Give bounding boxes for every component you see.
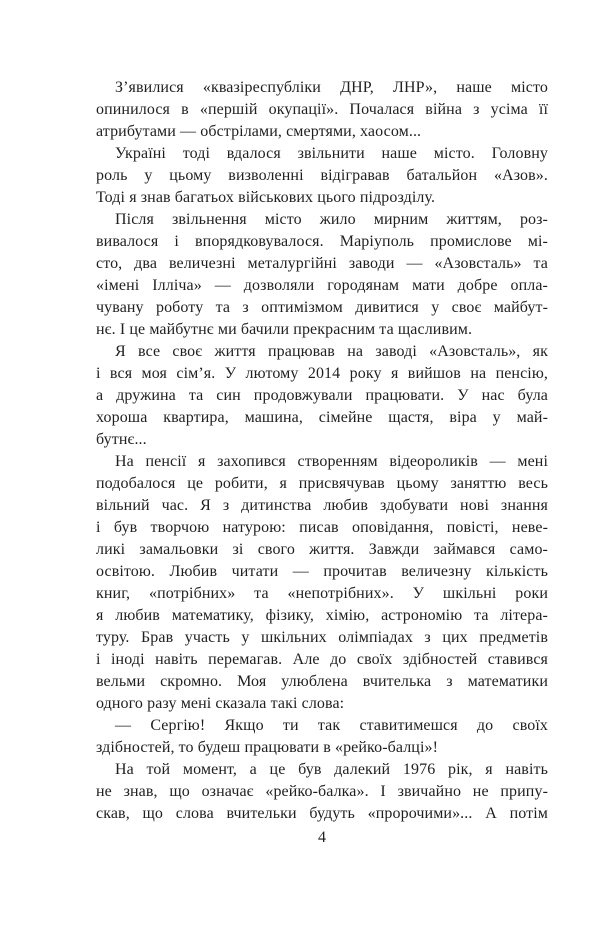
text-line: ликі замальовки зі свого життя. Завжди займався само- xyxy=(96,541,548,558)
text-block xyxy=(96,77,548,825)
text-line: атрибутами — обстрілами, смертями, хаосом... xyxy=(96,123,422,140)
text-line: і вся моя сімʼя. У лютому 2014 року я вийшов на пенсію, xyxy=(96,365,548,382)
text-line: «імені Ілліча» — дозволяли городянам мати добре опла- xyxy=(96,277,548,294)
text-line: На пенсії я захопився створенням відеороликів — мені xyxy=(115,453,548,470)
text-line: Україні тоді вдалося звільнити наше місто. Головну xyxy=(115,145,548,162)
text-line: вільний час. Я з дитинства любив здобувати нові знання xyxy=(96,497,548,514)
text-line: книг, «потрібних» та «непотрібних». У шкільні роки xyxy=(96,585,548,602)
text-line: чувану роботу та з оптимізмом дивитися у своє майбут- xyxy=(96,299,548,316)
text-line: Зʼявилися «квазіреспубліки ДНР, ЛНР», наше місто xyxy=(115,79,548,96)
text-line: одного разу мені сказала такі слова: xyxy=(96,695,345,712)
text-line: Після звільнення місто жило мирним життям, роз- xyxy=(115,211,548,228)
text-line: подобалося це робити, я присвячував цьому заняттю весь xyxy=(96,475,548,492)
text-line: вивалося і впорядковувалося. Маріуполь промислове мі- xyxy=(96,233,548,250)
text-line: хороша квартира, машина, сімейне щастя, віра у май- xyxy=(96,409,548,426)
text-line: туру. Брав участь у шкільних олімпіадах з цих предметів xyxy=(96,629,548,646)
text-line: не знав, що означає «рейко-балка». І звичайно не припу- xyxy=(96,783,548,800)
text-line: освітою. Любив читати — прочитав величезну кількість xyxy=(96,563,548,580)
text-line: Тоді я знав багатьох військових цього підрозділу. xyxy=(96,189,436,206)
text-line: сто, два величезні металургійні заводи — «Азовсталь» та xyxy=(96,255,548,272)
text-line: роль у цьому визволенні відігравав батальйон «Азов». xyxy=(96,167,548,184)
text-line: а дружина та син продовжували працювати. У нас була xyxy=(96,387,548,404)
text-line: здібностей, то будеш працювати в «рейко-балці»! xyxy=(96,739,439,756)
text-line: опинилося в «першій окупації». Почалася війна з усіма її xyxy=(96,101,548,118)
text-line: я любив математику, фізику, хімію, астрономію та літера- xyxy=(96,607,548,624)
text-line: і іноді навіть перемагав. Але до своїх здібностей ставився xyxy=(96,651,548,668)
text-line: На той момент, а це був далекий 1976 рік, я навіть xyxy=(115,761,548,778)
text-line: Я все своє життя працював на заводі «Азовсталь», як xyxy=(115,343,548,360)
page-number: 4 xyxy=(318,829,326,846)
text-line: скав, що слова вчительки будуть «пророчими»... А потім xyxy=(96,805,548,822)
text-line: — Сергію! Якщо ти так ставитимешся до своїх xyxy=(115,717,548,734)
text-line: бутнє... xyxy=(96,431,147,448)
text-line: і був творчою натурою: писав оповідання, повісті, неве- xyxy=(96,519,548,536)
text-line: нє. І це майбутнє ми бачили прекрасним та щасливим. xyxy=(96,321,473,338)
text-line: вельми скромно. Моя улюблена вчителька з математики xyxy=(96,673,548,690)
